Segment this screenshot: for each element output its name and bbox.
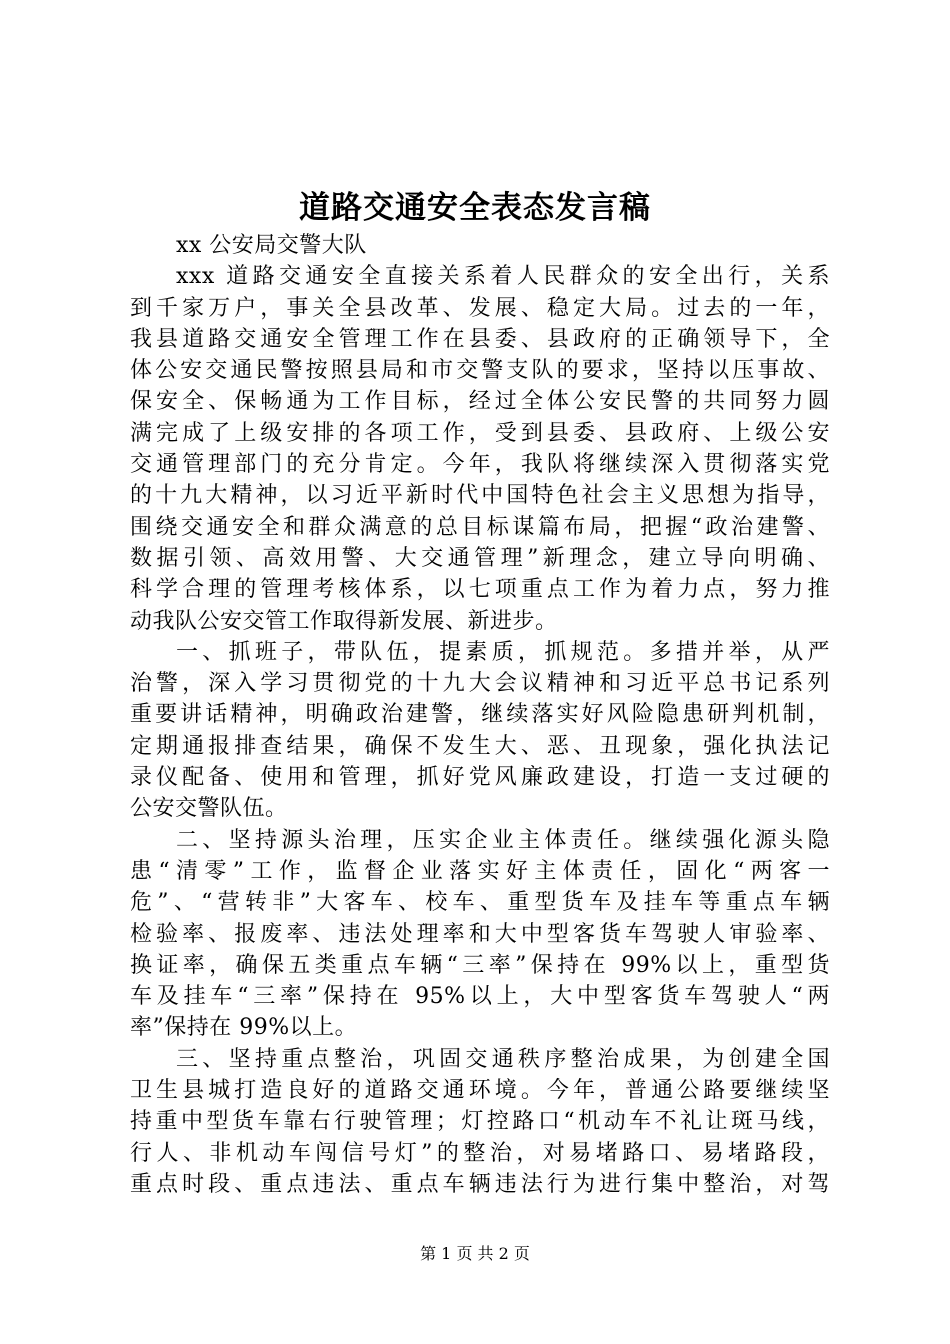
- page-footer: 第 1 页 共 2 页: [420, 1244, 530, 1263]
- text-line: 治警，深入学习贯彻党的十九大会议精神和习近平总书记系列: [130, 671, 830, 697]
- text-line: 重要讲话精神，明确政治建警，继续落实好风险隐患研判机制，: [130, 702, 830, 728]
- document-title: 道路交通安全表态发言稿: [299, 190, 651, 226]
- text-line: 一、抓班子，带队伍，提素质，抓规范。多措并举，从严: [176, 639, 830, 665]
- text-line: 科学合理的管理考核体系，以七项重点工作为着力点，努力推: [130, 577, 830, 603]
- text-line: 重点时段、重点违法、重点车辆违法行为进行集中整治，对驾: [130, 1171, 830, 1197]
- text-line: 率”保持在 99%以上。: [130, 1015, 358, 1041]
- text-line: 车及挂车“三率”保持在 95%以上，大中型客货车驾驶人“两: [130, 984, 830, 1010]
- text-line: 换证率，确保五类重点车辆“三率”保持在 99%以上，重型货: [130, 952, 830, 978]
- text-line: 患“清零”工作，监督企业落实好主体责任，固化“两客一: [130, 858, 830, 884]
- text-line: 体公安交通民警按照县局和市交警支队的要求，坚持以压事故、: [130, 358, 830, 384]
- text-line: 我县道路交通安全管理工作在县委、县政府的正确领导下，全: [130, 326, 830, 352]
- text-line: 持重中型货车靠右行驶管理；灯控路口“机动车不礼让斑马线，: [130, 1109, 830, 1135]
- text-line: 录仪配备、使用和管理，抓好党风廉政建设，打造一支过硬的: [130, 765, 830, 791]
- text-line: 行人、非机动车闯信号灯”的整治，对易堵路口、易堵路段，: [130, 1140, 830, 1166]
- text-line: 到千家万户，事关全县改革、发展、稳定大局。过去的一年，: [130, 295, 830, 321]
- text-line: 围绕交通安全和群众满意的总目标谋篇布局，把握“政治建警、: [130, 514, 830, 540]
- text-line: 保安全、保畅通为工作目标，经过全体公安民警的共同努力圆: [130, 389, 830, 415]
- text-line: 动我队公安交管工作取得新发展、新进步。: [130, 608, 558, 634]
- document-body: [130, 230, 830, 1200]
- text-line: xx 公安局交警大队: [176, 233, 367, 258]
- text-line: 的十九大精神，以习近平新时代中国特色社会主义思想为指导，: [130, 483, 830, 509]
- text-line: 卫生县城打造良好的道路交通环境。今年，普通公路要继续坚: [130, 1078, 830, 1104]
- text-line: 交通管理部门的充分肯定。今年，我队将继续深入贯彻落实党: [130, 452, 830, 478]
- text-line: xxx 道路交通安全直接关系着人民群众的安全出行，关系: [176, 264, 830, 290]
- text-line: 检验率、报废率、违法处理率和大中型客货车驾驶人审验率、: [130, 921, 830, 947]
- text-line: 三、坚持重点整治，巩固交通秩序整治成果，为创建全国: [176, 1046, 830, 1072]
- text-line: 危”、“营转非”大客车、校车、重型货车及挂车等重点车辆: [130, 890, 830, 916]
- text-line: 定期通报排查结果，确保不发生大、恶、丑现象，强化执法记: [130, 733, 830, 759]
- text-line: 满完成了上级安排的各项工作，受到县委、县政府、上级公安: [130, 420, 830, 446]
- text-line: 二、坚持源头治理，压实企业主体责任。继续强化源头隐: [176, 827, 830, 853]
- text-line: 数据引领、高效用警、大交通管理”新理念，建立导向明确、: [130, 545, 830, 571]
- text-line: 公安交警队伍。: [130, 796, 288, 822]
